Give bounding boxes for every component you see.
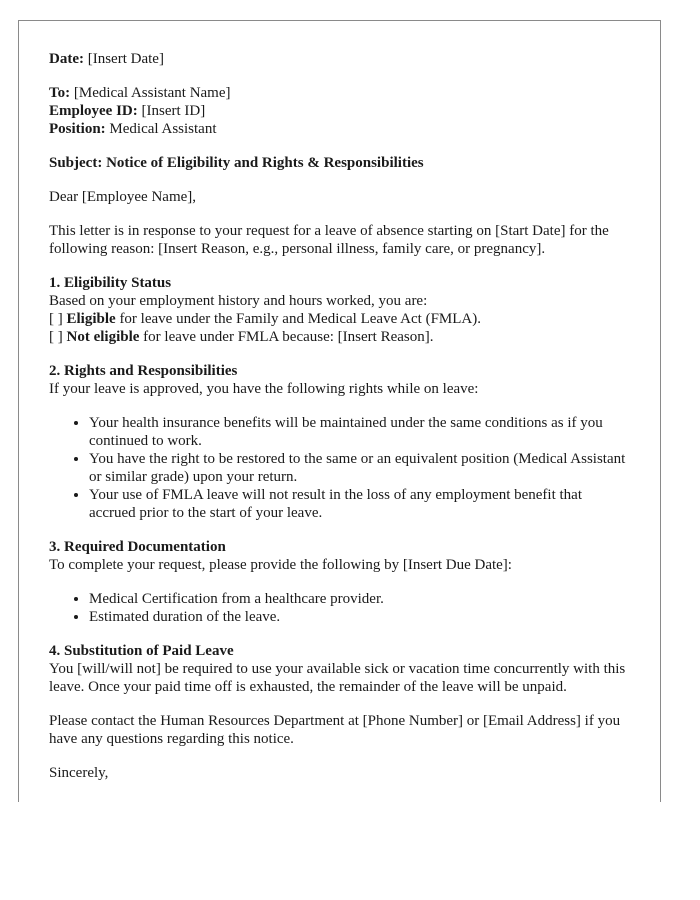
- recipient-block: [49, 84, 632, 138]
- position-label: Position:: [49, 121, 106, 137]
- eligible-label: Eligible: [66, 311, 116, 327]
- section-paid-leave-title: 4. Substitution of Paid Leave: [49, 643, 234, 659]
- not-eligible-text: for leave under FMLA because: [Insert Reason].: [139, 329, 434, 345]
- contact-paragraph: Please contact the Human Resources Department at [Phone Number] or [Email Address] if you have any questions regarding this notice.: [49, 713, 621, 747]
- position-value: Medical Assistant: [109, 121, 217, 137]
- section-eligibility: [49, 274, 632, 346]
- closing: Sincerely,: [49, 765, 109, 781]
- employee-id-value: [Insert ID]: [141, 103, 206, 119]
- date-line: [49, 50, 632, 68]
- section-documentation: [49, 538, 632, 626]
- list-item: • Estimated duration of the leave.: [89, 608, 632, 626]
- subject-line: Subject: Notice of Eligibility and Rights & Responsibilities: [49, 155, 424, 171]
- list-item: • Your health insurance benefits will be maintained under the same conditions as if you continued to work.: [89, 414, 632, 450]
- to-value: [Medical Assistant Name]: [73, 85, 231, 101]
- section-eligibility-text: Based on your employment history and hours worked, you are:: [49, 293, 428, 309]
- eligible-text: for leave under the Family and Medical Leave Act (FMLA).: [115, 311, 481, 327]
- intro-paragraph: This letter is in response to your request for a leave of absence starting on [Start Date] for the following reason: [Insert Reason, e.g., personal illness, family care, or pregnancy].: [49, 223, 609, 257]
- section-paid-leave: [49, 642, 632, 696]
- section-eligibility-title: 1. Eligibility Status: [49, 275, 172, 291]
- employee-id-label: Employee ID:: [49, 103, 138, 119]
- not-eligible-checkbox[interactable]: [ ]: [49, 329, 63, 345]
- section-documentation-text: To complete your request, please provide the following by [Insert Due Date]:: [49, 557, 512, 573]
- documentation-list: [49, 590, 632, 626]
- letter-page: [18, 20, 661, 802]
- date-value: [Insert Date]: [87, 51, 164, 67]
- list-item: • Medical Certification from a healthcare provider.: [89, 590, 632, 608]
- section-rights-title: 2. Rights and Responsibilities: [49, 363, 238, 379]
- section-documentation-title: 3. Required Documentation: [49, 539, 226, 555]
- list-item: • Your use of FMLA leave will not result in the loss of any employment benefit that accrued prior to the start of your leave.: [89, 486, 632, 522]
- section-paid-leave-text: You [will/will not] be required to use your available sick or vacation time concurrently with this leave. Once your paid time off is exhausted, the remainder of the leave will be unpaid.: [49, 661, 626, 695]
- section-rights: [49, 362, 632, 522]
- date-label: Date:: [49, 51, 84, 67]
- not-eligible-label: Not eligible: [66, 329, 140, 345]
- eligible-checkbox[interactable]: [ ]: [49, 311, 63, 327]
- to-label: To:: [49, 85, 71, 101]
- salutation: Dear [Employee Name],: [49, 189, 197, 205]
- list-item: • You have the right to be restored to the same or an equivalent position (Medical Assistant or similar grade) upon your return.: [89, 450, 632, 486]
- section-rights-text: If your leave is approved, you have the following rights while on leave:: [49, 381, 479, 397]
- rights-list: [49, 414, 632, 522]
